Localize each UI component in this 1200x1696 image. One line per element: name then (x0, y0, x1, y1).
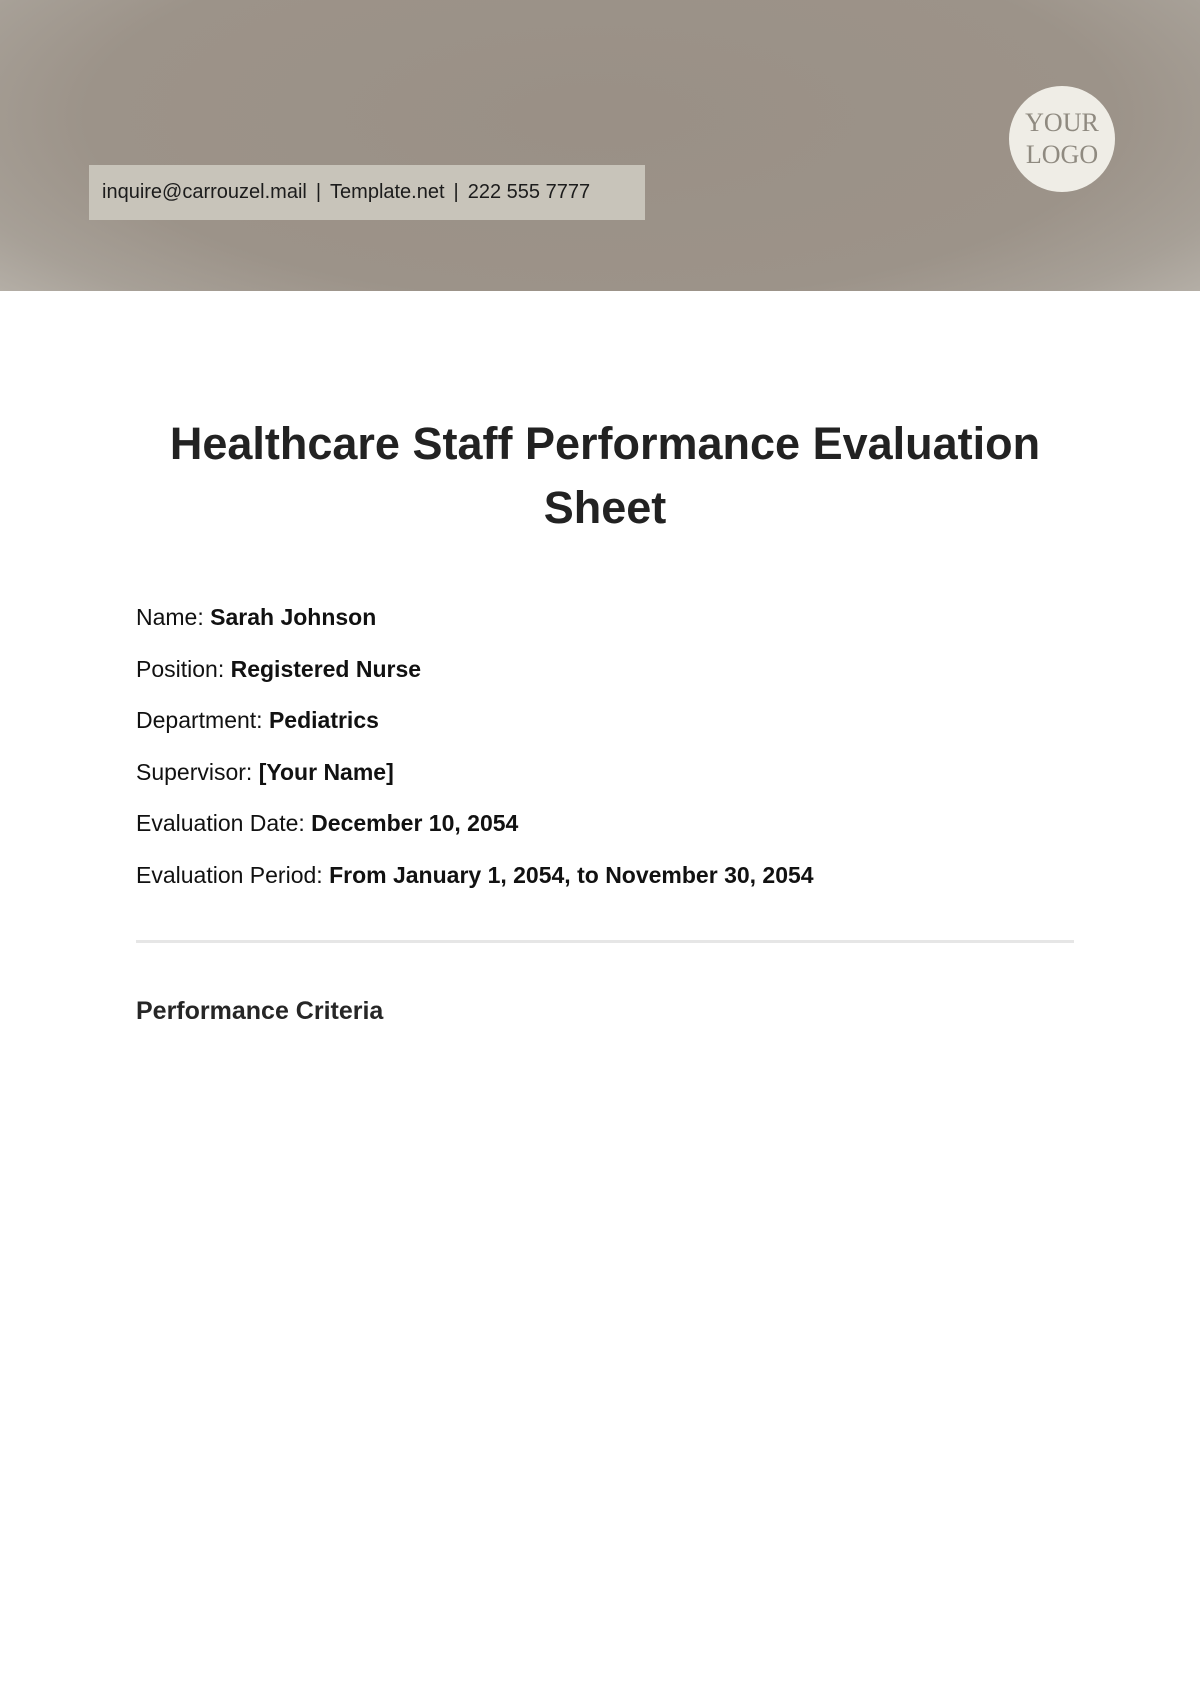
info-label: Name: (136, 604, 204, 630)
info-value: [Your Name] (258, 758, 394, 785)
info-label: Department: (136, 707, 263, 733)
info-label: Evaluation Date: (136, 810, 305, 836)
info-value: Sarah Johnson (210, 604, 377, 630)
logo-text-line-1: YOUR (1025, 108, 1099, 137)
contact-info-bar (89, 165, 645, 220)
contact-phone: 222 555 7777 (467, 181, 591, 203)
employee-info-list (136, 600, 1074, 909)
info-value: Registered Nurse (230, 655, 422, 682)
info-row-supervisor (136, 755, 1074, 789)
info-value: From January 1, 2054, to November 30, 2054 (329, 861, 814, 888)
info-label: Evaluation Period: (136, 861, 323, 888)
info-row-department (136, 703, 1074, 737)
info-label: Position: (136, 655, 225, 682)
document-title: Healthcare Staff Performance Evaluation Sheet (169, 418, 1041, 533)
logo-placeholder (1009, 86, 1115, 192)
info-row-position (136, 652, 1074, 686)
contact-website[interactable]: Template.net (330, 181, 445, 203)
section-divider (136, 940, 1074, 943)
info-row-evaluation-period (136, 858, 1074, 892)
contact-separator: | (453, 181, 459, 203)
info-row-name (136, 600, 1074, 634)
contact-separator: | (315, 181, 322, 203)
info-value: December 10, 2054 (311, 810, 519, 836)
info-value: Pediatrics (268, 707, 379, 733)
header-banner (0, 0, 1200, 291)
info-label: Supervisor: (136, 758, 253, 785)
logo-text-line-2: LOGO (1025, 140, 1099, 169)
contact-email[interactable]: inquire@carrouzel.mail (102, 181, 307, 203)
performance-criteria-heading: Performance Criteria (136, 997, 384, 1025)
info-row-evaluation-date (136, 806, 1074, 840)
